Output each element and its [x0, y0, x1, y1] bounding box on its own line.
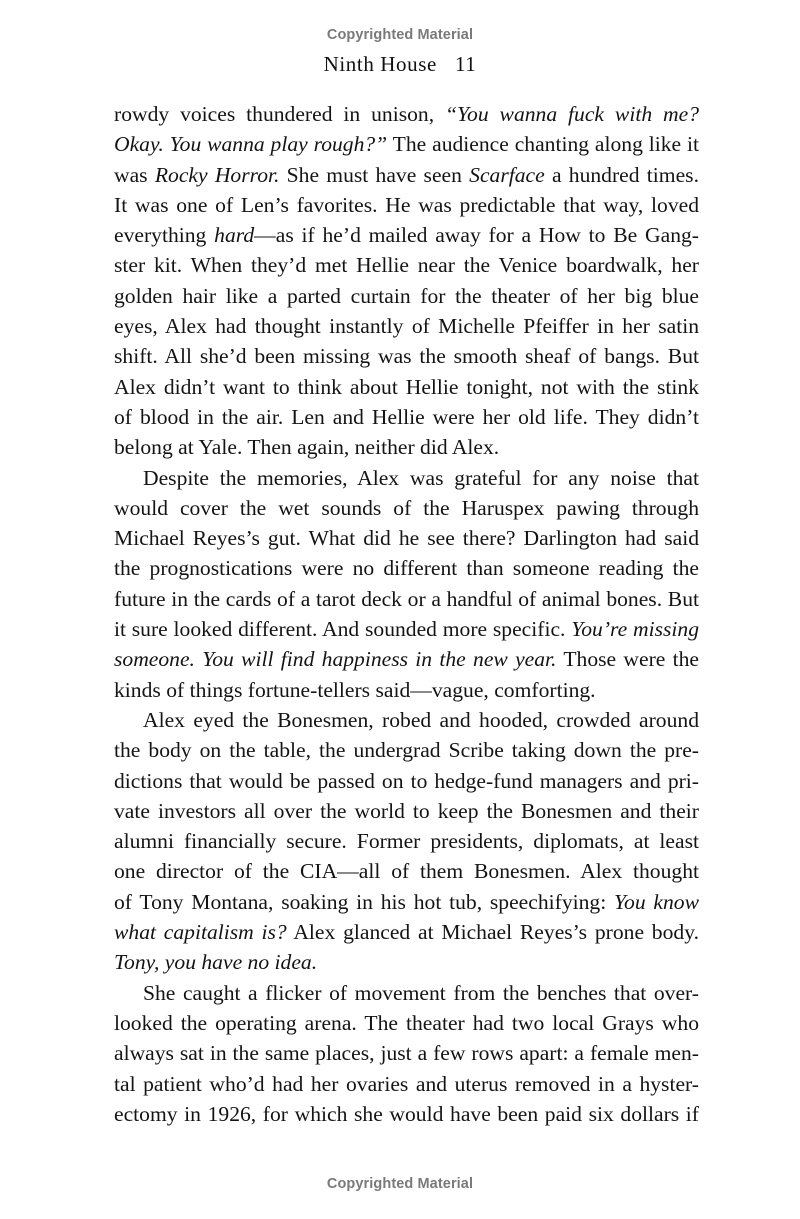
text-line — [114, 463, 699, 493]
text-line — [114, 372, 699, 402]
text-run: She caught a flicker of movement from the benches that over- — [143, 980, 699, 1005]
text-run: eyes, Alex had thought instantly of Michelle Pfeiffer in her satin — [114, 314, 699, 339]
text-run: —as if he’d mailed away for a How to Be Gang- — [254, 223, 699, 248]
text-run: Those were the — [556, 647, 700, 672]
text-line — [114, 190, 699, 220]
italic-run: Scarface — [469, 162, 545, 187]
text-run: looked the operating arena. The theater had two local Grays who — [114, 1010, 699, 1035]
copyright-watermark-bottom: Copyrighted Material — [326, 1176, 474, 1192]
text-line — [114, 614, 699, 644]
text-line — [114, 796, 699, 826]
text-line — [114, 1008, 699, 1038]
text-run: The audience chanting along like it — [387, 132, 699, 157]
text-line — [114, 584, 699, 614]
text-line — [114, 160, 699, 190]
text-run: one director of the CIA—all of them Bonesmen. Alex thought — [114, 859, 699, 884]
italic-run: what capitalism is? — [114, 920, 287, 945]
italic-run: Okay. You wanna play rough?” — [114, 132, 388, 157]
text-line — [114, 1038, 699, 1068]
text-run: kinds of things fortune-tellers said—vague, comforting. — [114, 677, 596, 702]
italic-run: Rocky Horror. — [154, 162, 280, 187]
text-line — [114, 735, 699, 765]
text-line — [114, 644, 699, 674]
text-run: vate investors all over the world to keep the Bonesmen and their — [114, 798, 699, 823]
text-line — [114, 917, 699, 947]
text-line — [114, 311, 699, 341]
paragraph — [114, 705, 699, 978]
text-run: shift. All she’d been missing was the smooth sheaf of bangs. But — [114, 344, 699, 369]
text-run: would cover the wet sounds of the Haruspex pawing through — [114, 495, 699, 520]
text-run: always sat in the same places, just a few rows apart: a female men- — [114, 1041, 699, 1066]
italic-run: You’re missing — [571, 617, 700, 642]
text-run: alumni financially secure. Former presidents, diplomats, at least — [114, 829, 699, 854]
text-run: belong at Yale. Then again, neither did Alex. — [114, 435, 500, 460]
text-run: tal patient who’d had her ovaries and uterus removed in a hyster- — [114, 1071, 699, 1096]
text-run: She must have seen — [279, 162, 470, 187]
text-run: the prognostications were no different than someone reading the — [114, 556, 699, 581]
text-line — [114, 1099, 699, 1129]
paragraph — [114, 978, 699, 1129]
text-run: It was one of Len’s favorites. He was predictable that way, loved — [114, 192, 699, 217]
text-line — [114, 887, 699, 917]
text-line — [114, 978, 699, 1008]
text-run: the body on the table, the undergrad Scribe taking down the pre- — [114, 738, 699, 763]
text-run: Alex eyed the Bonesmen, robed and hooded, crowded around — [143, 707, 699, 732]
text-run: everything — [114, 223, 215, 248]
text-run: of Tony Montana, soaking in his hot tub, speechifying: — [114, 889, 615, 914]
italic-run: Tony, you have no idea. — [114, 950, 318, 975]
italic-run: You know — [614, 889, 700, 914]
text-line — [114, 281, 699, 311]
text-run: rowdy voices thundered in unison, — [114, 102, 446, 126]
text-line — [114, 220, 699, 250]
text-run: was — [114, 162, 155, 187]
running-head — [0, 52, 800, 77]
italic-run: “You wanna fuck with me? — [445, 102, 700, 126]
text-line — [114, 341, 699, 371]
text-line — [114, 553, 699, 583]
text-line — [114, 432, 699, 462]
text-run: it sure looked different. And sounded more specific. — [114, 617, 572, 642]
copyright-watermark-top: Copyrighted Material — [326, 27, 474, 43]
text-line — [114, 523, 699, 553]
text-run: Despite the memories, Alex was grateful for any noise that — [143, 465, 699, 490]
text-run: Alex glanced at Michael Reyes’s prone body. — [286, 920, 699, 945]
paragraph — [114, 99, 699, 463]
body-text — [114, 99, 699, 1129]
page-number: 11 — [454, 52, 477, 76]
book-title: Ninth House — [323, 52, 437, 76]
text-line — [114, 856, 699, 886]
text-line — [114, 826, 699, 856]
text-run: Michael Reyes’s gut. What did he see there? Darlington had said — [114, 526, 699, 551]
text-line — [114, 675, 699, 705]
text-line — [114, 99, 699, 129]
italic-run: hard — [214, 223, 255, 248]
text-run: dictions that would be passed on to hedge-fund managers and pri- — [114, 768, 699, 793]
text-run: of blood in the air. Len and Hellie were her old life. They didn’t — [114, 404, 699, 429]
text-line — [114, 1069, 699, 1099]
text-line — [114, 766, 699, 796]
italic-run: someone. You will find happiness in the new year. — [114, 647, 557, 672]
text-line — [114, 250, 699, 280]
text-run: future in the cards of a tarot deck or a handful of animal bones. But — [114, 586, 699, 611]
paragraph — [114, 463, 699, 705]
text-line — [114, 493, 699, 523]
text-run: golden hair like a parted curtain for the theater of her big blue — [114, 283, 699, 308]
text-run: ster kit. When they’d met Hellie near the Venice boardwalk, her — [114, 253, 699, 278]
text-run: a hundred times. — [544, 162, 699, 187]
text-line — [114, 947, 699, 977]
text-line — [114, 705, 699, 735]
text-run: Alex didn’t want to think about Hellie tonight, not with the stink — [114, 374, 699, 399]
text-line — [114, 129, 699, 159]
text-run: ectomy in 1926, for which she would have been paid six dollars if — [114, 1101, 699, 1126]
text-line — [114, 402, 699, 432]
